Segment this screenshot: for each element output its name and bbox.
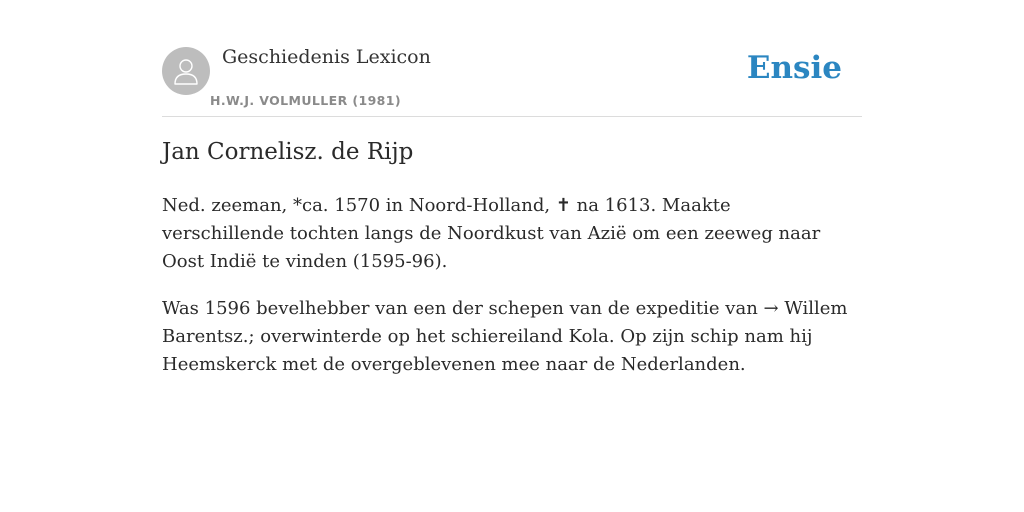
page-title: Jan Cornelisz. de Rijp	[162, 139, 414, 165]
brand-logo[interactable]: Ensie	[746, 50, 842, 86]
user-icon	[162, 47, 210, 95]
avatar[interactable]	[162, 47, 210, 95]
article-paragraph: Ned. zeeman, *ca. 1570 in Noord-Holland, ✝ na 1613. Maakte verschillende tochten langs de Noordkust van Azië om een zeeweg naar Oost Indië te vinden (1595-96).	[162, 195, 821, 272]
entry-header	[162, 46, 862, 117]
author-name[interactable]: H.W.J. VOLMULLER (1981)	[210, 93, 401, 108]
article-body	[162, 192, 852, 398]
article-paragraph: Was 1596 bevelhebber van een der schepen van de expeditie van → Willem Barentsz.; overwinterde op het schiereiland Kola. Op zijn schip nam hij Heemskerck met de overgeblevenen mee naar de Nederlanden.	[162, 298, 848, 375]
source-name[interactable]: Geschiedenis Lexicon	[222, 46, 431, 68]
